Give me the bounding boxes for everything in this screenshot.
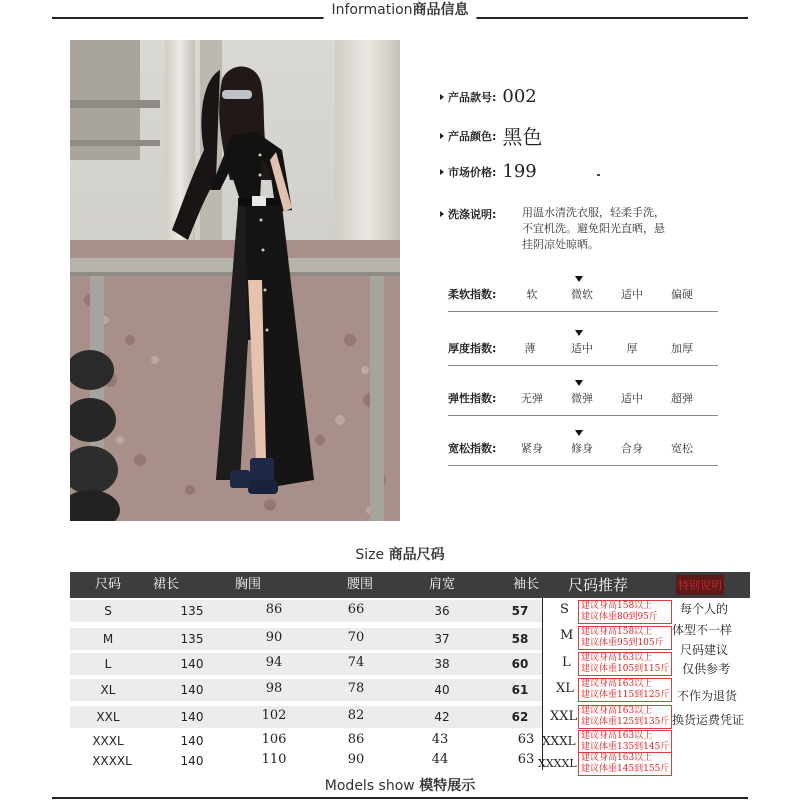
cell-size: M [102, 632, 114, 646]
header-waist: 腰围 [346, 577, 374, 592]
cell-length: 140 [180, 754, 204, 768]
models-title-cn: 模特展示 [419, 778, 476, 794]
cell-waist: 90 [347, 752, 365, 767]
note-line: 尺码建议 [680, 643, 729, 657]
cell-shoulder: 43 [431, 732, 449, 747]
cell-waist: 70 [347, 630, 365, 645]
index-baseline [448, 311, 718, 312]
rec-box [578, 652, 672, 676]
product-wash-row [440, 206, 496, 222]
index-option: 合身 [621, 442, 643, 455]
cell-size: XXXXL [92, 754, 132, 768]
section-header-information [52, 0, 748, 22]
index-baseline [448, 465, 718, 466]
rec-size: L [562, 655, 571, 670]
cell-length: 135 [180, 632, 204, 646]
index-label: 宽松指数: [448, 442, 497, 455]
table-row [70, 679, 542, 701]
rec-box [578, 678, 672, 702]
decorative-dot [597, 174, 600, 176]
elasticity-index [448, 380, 718, 416]
rec-height: 建议身高158以上 [581, 627, 653, 637]
cell-bust: 90 [265, 630, 283, 645]
cell-bust: 102 [261, 708, 287, 723]
cell-bust: 110 [261, 752, 287, 767]
rec-size: XXXXL [538, 757, 577, 770]
rec-weight: 建议体重105到115斤 [581, 664, 670, 674]
cell-sleeve: 58 [511, 632, 529, 646]
product-code-label: 产品款号: [448, 90, 497, 104]
models-title-en: Models show [324, 778, 415, 794]
index-option: 加厚 [671, 342, 693, 355]
product-code-row [440, 86, 537, 107]
index-option: 宽松 [671, 442, 693, 455]
header-recommendation: 尺码推荐 [568, 576, 629, 594]
product-color-label: 产品颜色: [448, 129, 497, 143]
wash-line: 不宜机洗。避免阳光直晒，悬 [522, 222, 665, 235]
cell-sleeve: 63 [517, 732, 535, 747]
rec-size: M [560, 628, 574, 643]
cell-bust: 98 [265, 681, 283, 696]
bullet-triangle-icon [440, 169, 444, 175]
cell-shoulder: 40 [434, 683, 450, 697]
wash-line: 挂阴凉处晾晒。 [522, 238, 599, 251]
cell-waist: 66 [347, 602, 365, 617]
cell-waist: 82 [347, 708, 365, 723]
index-marker-icon [575, 330, 583, 336]
cell-bust: 86 [265, 602, 283, 617]
header-bust: 胸围 [234, 577, 262, 592]
size-title-cn: 商品尺码 [388, 547, 445, 563]
rec-weight: 建议体重125到135斤 [581, 717, 670, 727]
header-special-note [670, 572, 750, 598]
index-option: 微弹 [571, 392, 593, 405]
table-row [70, 752, 542, 770]
note-line: 不作为退货 [677, 689, 738, 703]
section-title [323, 0, 476, 20]
index-label: 厚度指数: [448, 342, 497, 355]
wash-line: 用温水清洗衣服，轻柔手洗， [522, 206, 665, 219]
rec-size: XL [556, 681, 574, 696]
cell-waist: 86 [347, 732, 365, 747]
cell-sleeve: 60 [511, 657, 529, 671]
rec-height: 建议身高163以上 [581, 706, 653, 716]
size-title-en: Size [355, 547, 385, 563]
index-option: 厚 [626, 342, 638, 355]
rec-height: 建议身高163以上 [581, 679, 653, 689]
rec-size: XXXL [542, 734, 576, 748]
table-row [70, 653, 542, 675]
cell-bust: 94 [265, 655, 283, 670]
cell-sleeve: 61 [511, 683, 529, 697]
index-option: 修身 [571, 442, 593, 455]
cell-size: L [104, 657, 112, 671]
rec-weight: 建议体重80到95斤 [581, 612, 658, 622]
cell-shoulder: 36 [434, 604, 450, 618]
note-line: 换货运费凭证 [672, 713, 745, 727]
index-option: 软 [526, 288, 538, 301]
cell-shoulder: 37 [434, 632, 450, 646]
index-option: 超弹 [671, 392, 693, 405]
table-row [70, 706, 542, 728]
models-section-title [0, 775, 800, 795]
index-marker-icon [575, 380, 583, 386]
cell-length: 140 [180, 683, 204, 697]
header-shoulder: 肩宽 [428, 577, 456, 592]
rec-height: 建议身高163以上 [581, 731, 653, 741]
rec-weight: 建议体重145到155斤 [581, 764, 670, 774]
bullet-triangle-icon [440, 133, 444, 139]
section-title-en: Information [331, 2, 413, 18]
cell-sleeve: 62 [511, 710, 529, 724]
table-row [70, 600, 542, 622]
index-option: 微软 [571, 288, 593, 301]
bullet-triangle-icon [440, 211, 444, 217]
cell-shoulder: 44 [431, 752, 449, 767]
index-marker-icon [575, 430, 583, 436]
index-option: 适中 [571, 342, 593, 355]
rec-box [578, 752, 672, 776]
index-option: 偏硬 [671, 288, 693, 301]
rec-height: 建议身高158以上 [581, 601, 653, 611]
index-label: 弹性指数: [448, 392, 497, 405]
index-marker-icon [575, 276, 583, 282]
index-option: 适中 [621, 392, 643, 405]
cell-length: 140 [180, 734, 204, 748]
rec-box [578, 600, 672, 624]
rec-height: 建议身高163以上 [581, 653, 653, 663]
product-price-value: 199 [502, 161, 537, 182]
softness-index [448, 276, 718, 312]
note-line: 仅供参考 [682, 662, 731, 676]
looseness-index [448, 430, 718, 466]
cell-size: XXL [96, 710, 120, 724]
note-line: 体型不一样 [672, 623, 733, 637]
product-price-row [440, 161, 537, 182]
cell-bust: 106 [261, 732, 287, 747]
cell-waist: 78 [347, 681, 365, 696]
product-photo [70, 40, 400, 521]
cell-shoulder: 38 [434, 657, 450, 671]
cell-shoulder: 42 [434, 710, 450, 724]
rec-box [578, 730, 672, 754]
product-code-value: 002 [502, 86, 537, 107]
cell-length: 140 [180, 710, 204, 724]
size-section-title [0, 544, 800, 564]
thickness-index [448, 330, 718, 366]
wash-instructions [522, 205, 702, 253]
footer-divider [52, 797, 748, 799]
cell-waist: 74 [347, 655, 365, 670]
table-row [70, 732, 542, 750]
bullet-triangle-icon [440, 94, 444, 100]
index-option: 无弹 [521, 392, 543, 405]
index-option: 紧身 [521, 442, 543, 455]
product-price-label: 市场价格: [448, 165, 497, 179]
note-line: 每个人的 [680, 602, 729, 616]
header-sleeve: 袖长 [512, 577, 540, 592]
rec-size: S [560, 602, 569, 617]
rec-box [578, 705, 672, 729]
special-note-label: 特别说明 [676, 575, 724, 595]
index-baseline [448, 365, 718, 366]
cell-sleeve: 63 [517, 752, 535, 767]
cell-size: XL [100, 683, 116, 697]
rec-box [578, 626, 672, 650]
product-wash-label: 洗涤说明: [448, 208, 497, 221]
section-title-cn: 商品信息 [412, 2, 469, 18]
cell-size: XXXL [92, 734, 124, 748]
product-color-row [440, 121, 542, 150]
index-label: 柔软指数: [448, 288, 497, 301]
header-size: 尺码 [94, 577, 122, 592]
cell-size: S [104, 604, 112, 618]
table-row [70, 628, 542, 650]
rec-height: 建议身高163以上 [581, 753, 653, 763]
index-option: 薄 [524, 342, 536, 355]
cell-length: 140 [180, 657, 204, 671]
index-option: 适中 [621, 288, 643, 301]
rec-size: XXL [550, 709, 578, 724]
rec-weight: 建议体重115到125斤 [581, 690, 670, 700]
index-baseline [448, 415, 718, 416]
rec-weight: 建议体重135到145斤 [581, 742, 670, 752]
cell-length: 135 [180, 604, 204, 618]
cell-sleeve: 57 [511, 604, 529, 618]
header-length: 裙长 [152, 577, 180, 592]
rec-weight: 建议体重95到105斤 [581, 638, 664, 648]
product-color-value: 黑色 [502, 125, 543, 149]
